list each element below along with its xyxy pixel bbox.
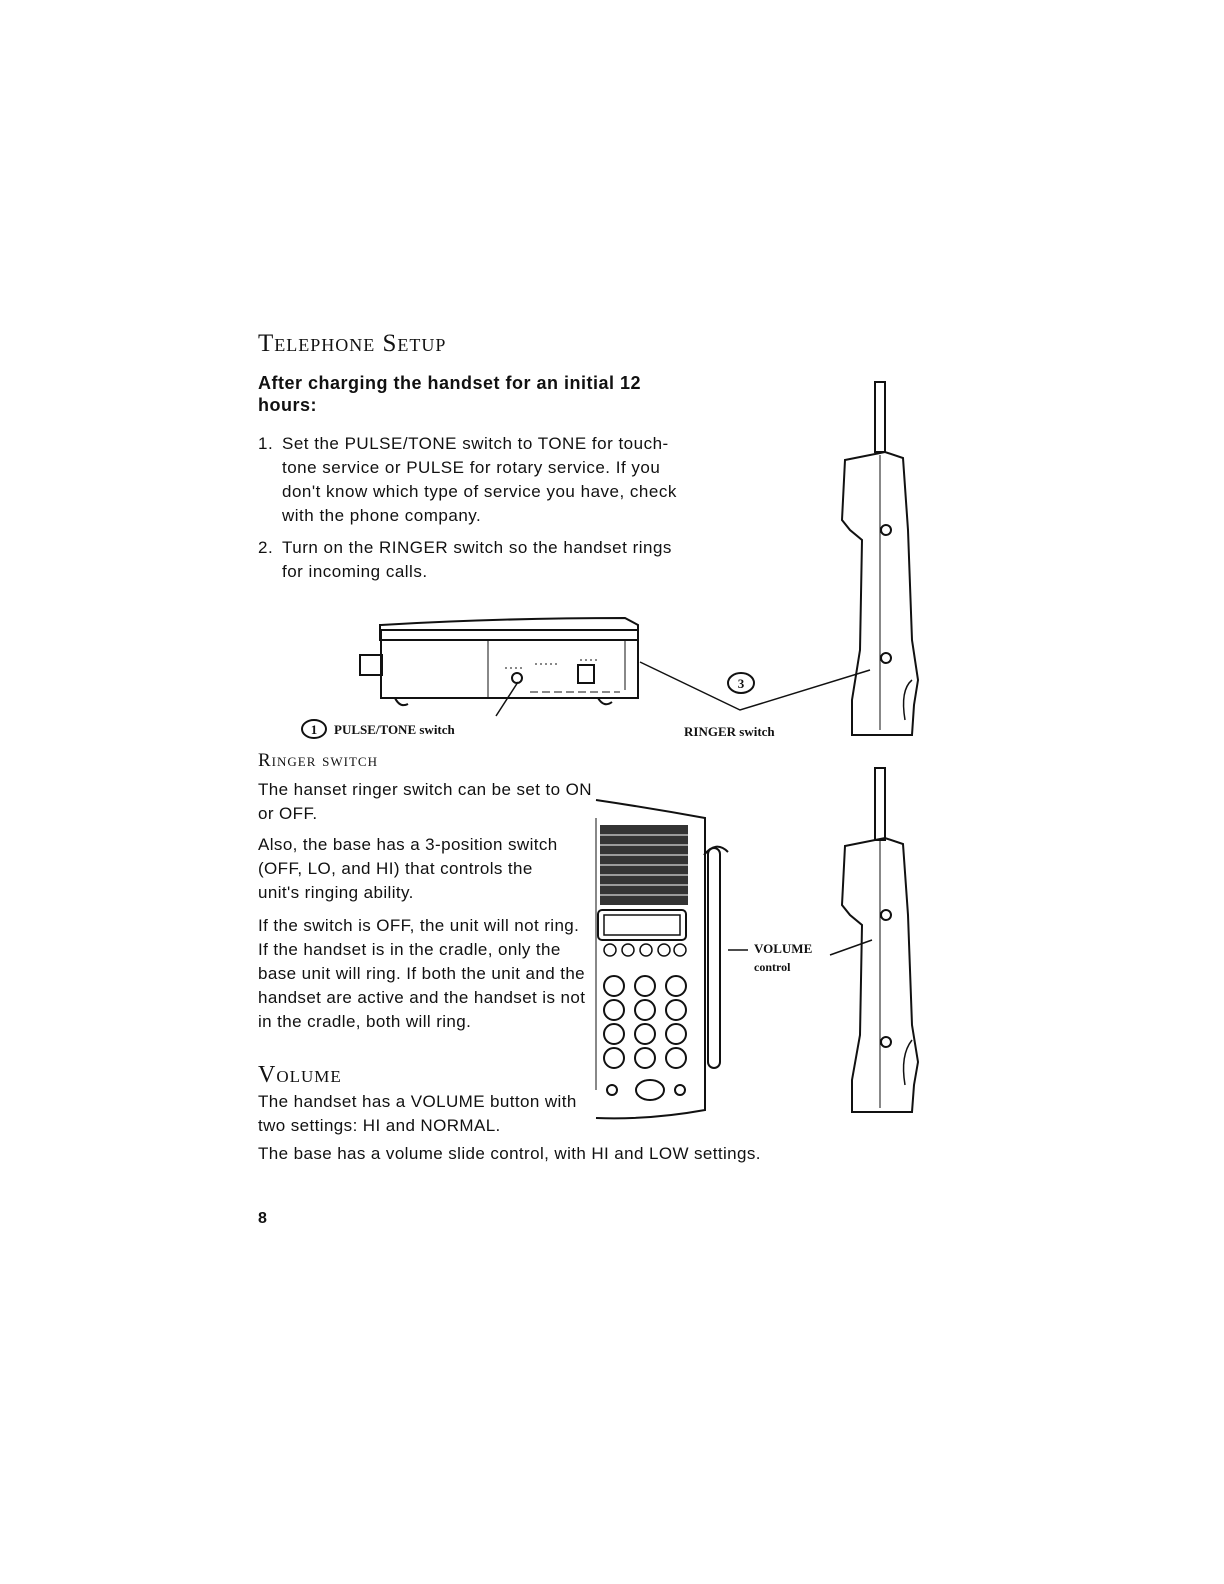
ringer-leader bbox=[640, 662, 870, 710]
ringer-paragraph-3: If the switch is OFF, the unit will not ring. If the handset is in the cradle, only the base unit will ring. If both the unit and the handset are active and the handset is not in the cradle, both will ring. bbox=[258, 916, 586, 1031]
volume-heading: Volume bbox=[258, 1062, 342, 1088]
page-number: 8 bbox=[258, 1210, 267, 1227]
handset-illustration-bottom bbox=[842, 768, 918, 1112]
ringer-caption: RINGER switch bbox=[684, 724, 775, 739]
page-title: Telephone Setup bbox=[258, 330, 447, 357]
ringer-paragraph-2: Also, the base has a 3-position switch (OFF, LO, and HI) that controls the unit's ringing ability. bbox=[258, 835, 558, 902]
base-keypad-illustration bbox=[596, 800, 748, 1118]
ringer-switch-heading: Ringer switch bbox=[258, 750, 378, 771]
handset-illustration-top bbox=[842, 382, 918, 735]
volume-control-label: control bbox=[754, 960, 791, 974]
volume-leader bbox=[830, 940, 872, 955]
volume-paragraph-1: The handset has a VOLUME button with two settings: HI and NORMAL. bbox=[258, 1092, 577, 1135]
pulse-tone-caption: PULSE/TONE switch bbox=[334, 722, 455, 737]
volume-paragraph-2: The base has a volume slide control, with HI and LOW settings. bbox=[258, 1144, 761, 1163]
ringer-paragraph-1: The hanset ringer switch can be set to ON or OFF. bbox=[258, 780, 592, 823]
step-text: Set the PULSE/TONE switch to TONE for touch-tone service or PULSE for rotary service. If you don't know which type of service you have, check with the phone company. bbox=[282, 434, 677, 525]
intro-text: After charging the handset for an initial 12 hours: bbox=[258, 373, 642, 415]
volume-label: VOLUME bbox=[754, 941, 813, 956]
step-text: Turn on the RINGER switch so the handset rings for incoming calls. bbox=[282, 538, 672, 581]
base-unit-illustration bbox=[360, 618, 638, 705]
step-number: 1. bbox=[258, 434, 274, 453]
callout-1-number: 1 bbox=[310, 722, 318, 737]
step-number: 2. bbox=[258, 538, 274, 557]
callout-3-number: 3 bbox=[737, 676, 745, 691]
